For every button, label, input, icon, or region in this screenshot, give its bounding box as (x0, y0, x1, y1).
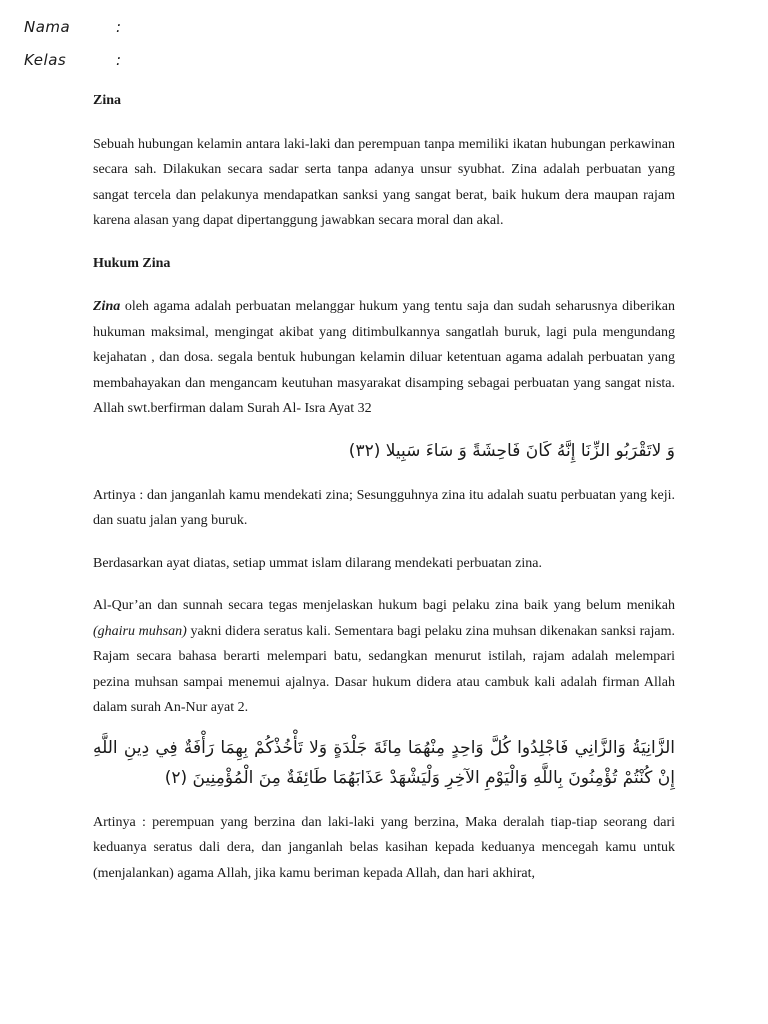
zina-lead-word: Zina (93, 299, 121, 314)
arabic-verse-isra-32: وَ لاتَقْرَبُو الزِّنَا إِنَّهُ كَانَ فَاحِشَةً وَ سَاءَ سَبِيلا (٣٢) (348, 440, 675, 461)
ghairu-muhsan-term: (ghairu muhsan) (93, 623, 187, 639)
zina-definition-paragraph: Sebuah hubungan kelamin antara laki-laki dan perempuan tanpa memiliki ikatan hubungan perkawinan secara sah. Dilakukan secara sadar serta tanpa adanya unsur syubhat. Zina adalah perbuatan yang sangat tercela dan pelakunya mendapatkan sanksi yang sangat berat, baik hukum dera maupan rajam karena alasan yang dapat dipertanggung jawabkan secara moral dan akal. (93, 136, 675, 228)
hukum-pelaku-text-start: Al-Qur’an dan sunnah secara tegas menjelaskan hukum bagi pelaku zina baik yang belum menikah (93, 598, 675, 613)
nama-field (24, 18, 122, 36)
translation-an-nur-2: Artinya : perempuan yang berzina dan laki-laki yang berzina, Maka deralah tiap-tiap seorang dari keduanya seratus dali dera, dan janganlah belas kasihan kepada keduanya mencegah kamu untuk (menjalankan) agama Allah, jika kamu beriman kepada Allah, dan hari akhirat, (93, 814, 675, 881)
hukum-zina-text: oleh agama adalah perbuatan melanggar hukum yang tentu saja dan sudah seharusnya diberikan hukuman maksimal, mengingat akibat yang ditimbulkannya sangatlah buruk, lagi pula mengundang kejahatan , dan dosa. segala bentuk hubungan kelamin diluar ketentuan agama adalah perbuatan yang membahayakan dan mengancam keutuhan masyarakat disamping sebagai perbuatan yang sangat nista. Allah swt.berfirman dalam Surah Al- Isra Ayat 32 (93, 299, 675, 416)
hukum-pelaku-text-end: yakni didera seratus kali. Sementara bagi pelaku zina muhsan dikenakan sanksi rajam. Rajam secara bahasa berarti melempari batu, sedangkan menurut istilah, rajam adalah melempari pezina muhsan sampai menemui ajalnya. Dasar hukum didera atau cambuk kali adalah firman Allah dalam surah An-Nur ayat 2. (93, 623, 675, 715)
nama-label: Nama (24, 18, 71, 36)
hukum-zina-paragraph (93, 294, 675, 422)
kelas-field (24, 51, 122, 69)
nama-colon: : (116, 18, 122, 36)
document-body (93, 88, 675, 886)
hukum-pelaku-paragraph (93, 593, 675, 721)
translation-isra-32: Artinya : dan janganlah kamu mendekati zina; Sesungguhnya zina itu adalah suatu perbuatan yang keji. dan suatu jalan yang buruk. (93, 487, 675, 528)
arabic-verse-an-nur-2: الزَّانِيَةُ وَالزَّانِي فَاجْلِدُوا كُلَّ وَاحِدٍ مِنْهُمَا مِائَةَ جَلْدَةٍ وَلا تَأْخُذْكُمْ بِهِمَا رَأْفَةٌ فِي دِينِ اللَّهِ إِنْ كُنْتُمْ تُؤْمِنُونَ بِاللَّهِ وَالْيَوْمِ الآخِرِ وَلْيَشْهَدْ عَذَابَهُمَا طَائِفَةٌ مِنَ الْمُؤْمِنِينَ (٢) (93, 737, 675, 788)
section-title-zina: Zina (93, 93, 122, 108)
section-title-hukum-zina: Hukum Zina (93, 255, 171, 271)
kelas-label: Kelas (24, 51, 67, 69)
conclusion-paragraph: Berdasarkan ayat diatas, setiap ummat islam dilarang mendekati perbuatan zina. (93, 555, 542, 571)
kelas-colon: : (116, 51, 122, 69)
